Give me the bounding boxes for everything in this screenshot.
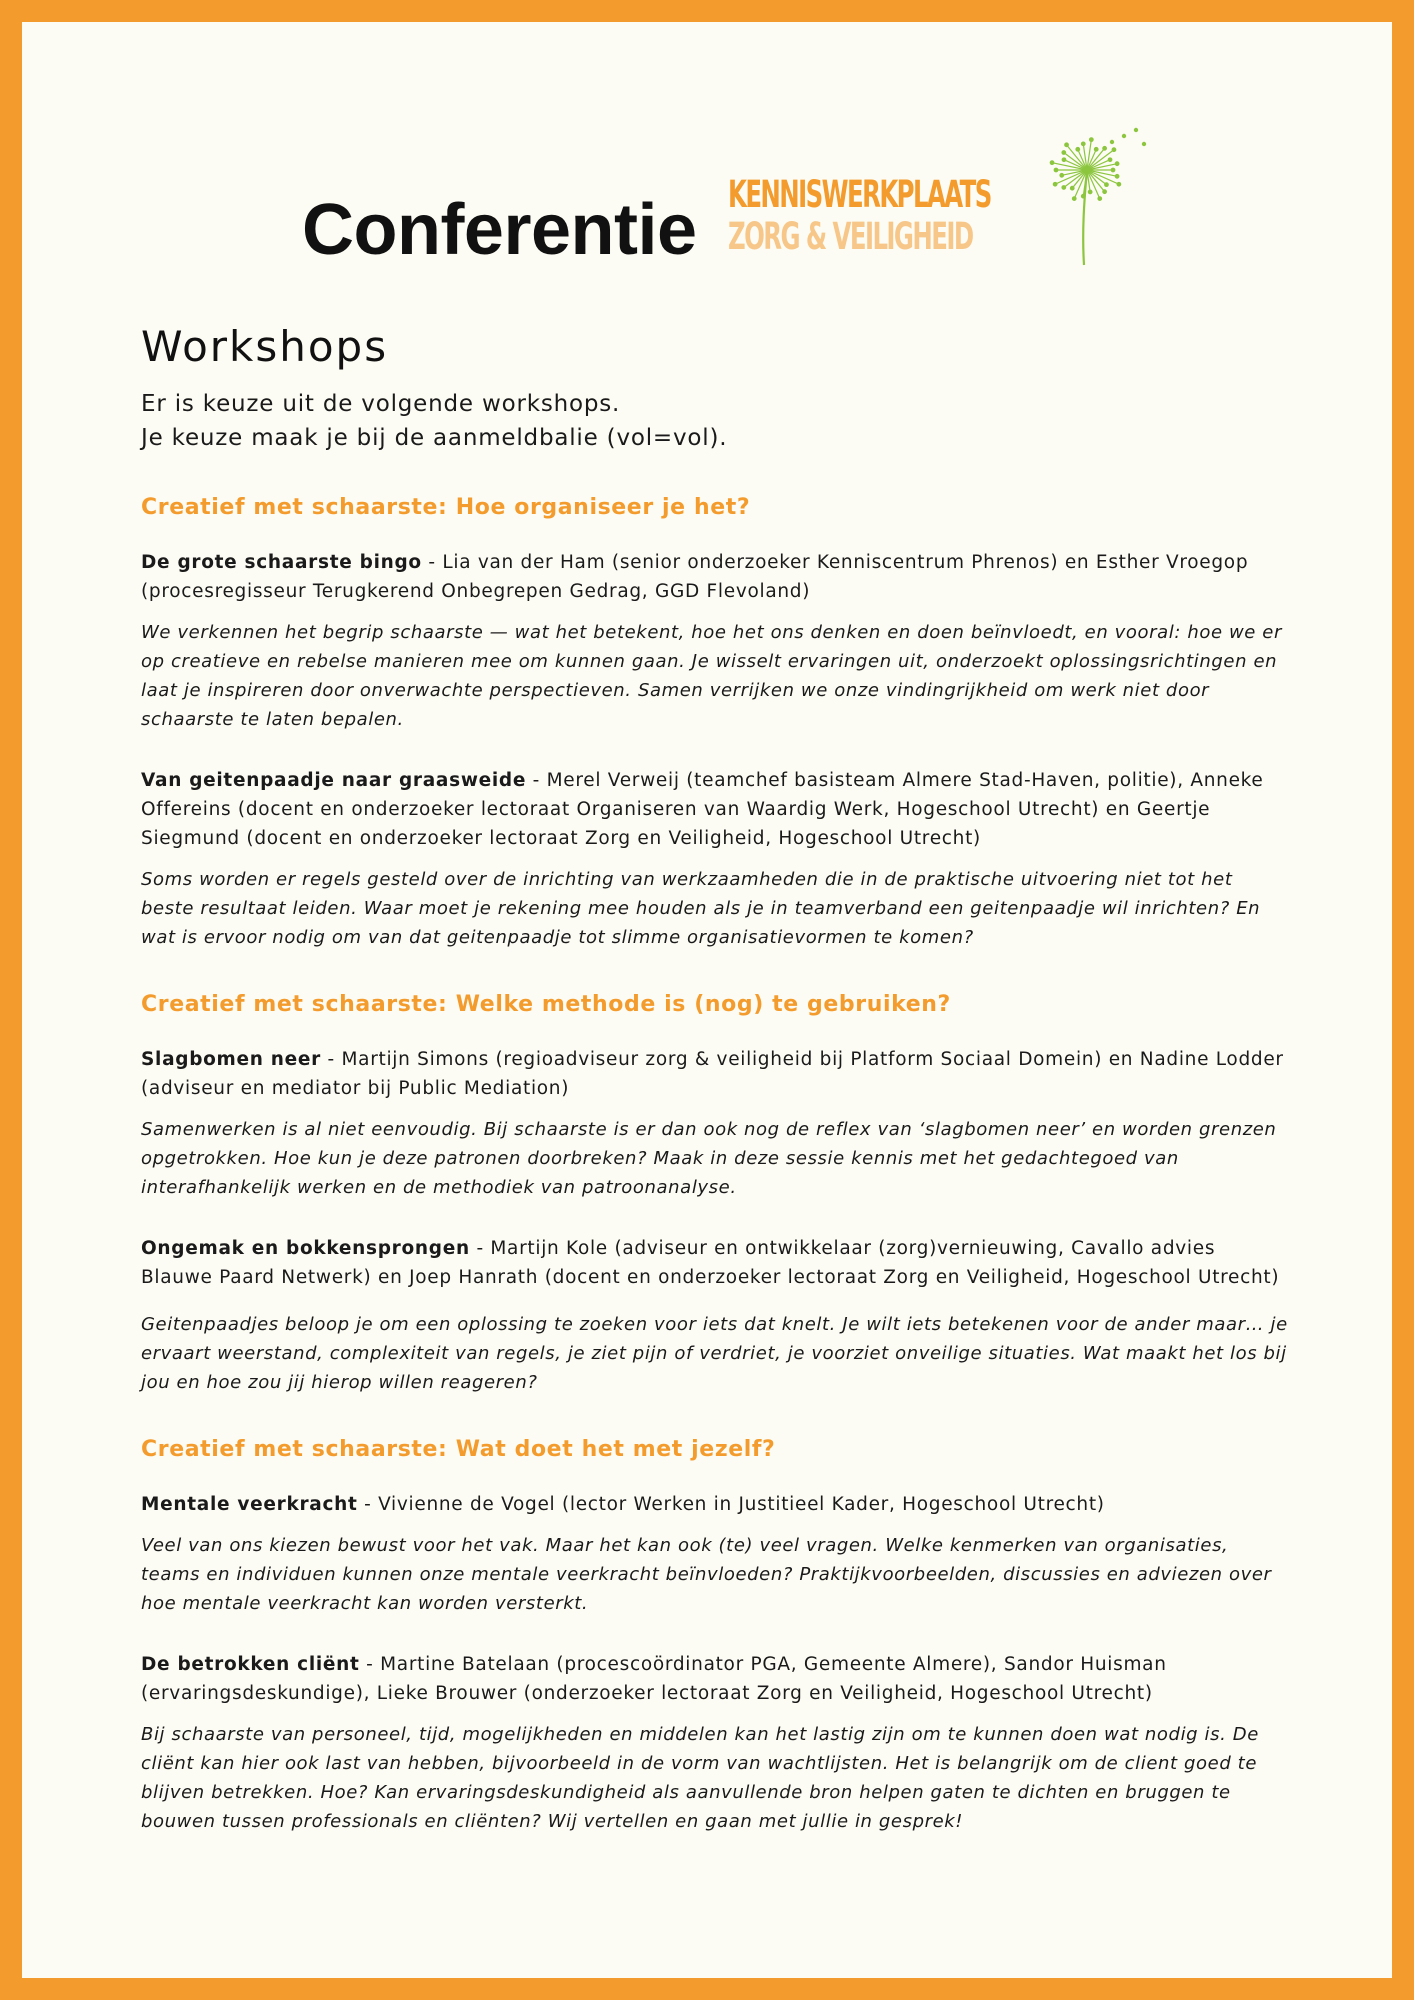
workshop-name: De grote schaarste bingo <box>141 552 422 573</box>
section-heading: Creatief met schaarste: Hoe organiseer je het? <box>141 495 751 520</box>
workshop-speakers: - Vivienne de Vogel (lector Werken in Justitieel Kader, Hogeschool Utrecht) <box>357 1494 1105 1515</box>
workshop-title <box>141 1650 1291 1708</box>
workshop-name: Van geitenpaadje naar graasweide <box>141 770 527 791</box>
workshop-description: Bij schaarste van personeel, tijd, mogelijkheden en middelen kan het lastig zijn om te kunnen doen wat nodig is. De cliënt kan hier ook last van hebben, bijvoorbeeld in de vorm van wachtlijsten. Het is belangrijk om de client goed te blijven betrekken. Hoe? Kan ervaringsdeskundigheid als aanvullende bron helpen gaten te dichten en bruggen te bouwen tussen professionals en cliënten? Wij vertellen en gaan met jullie in gesprek! <box>141 1724 1259 1832</box>
intro-line-1: Er is keuze uit de volgende workshops. <box>141 391 621 417</box>
workshop-description: We verkennen het begrip schaarste — wat het betekent, hoe het ons denken en doen beïnvloedt, en vooral: hoe we er op creatieve en rebelse manieren mee om kunnen gaan. Je wisselt ervaringen uit, onderzoekt oplossingsrichtingen en laat je inspireren door onverwachte perspectieven. Samen verrijken we onze vindingrijkheid om werk niet door schaarste te laten bepalen. <box>141 622 1282 730</box>
workshop-title <box>141 1234 1291 1292</box>
workshop-title <box>141 548 1291 606</box>
workshop-speakers: - Martine Batelaan (procescoördinator PGA, Gemeente Almere), Sandor Huisman (ervaringsdeskundige), Lieke Brouwer (onderzoeker lectoraat Zorg en Veiligheid, Hogeschool Utrecht) <box>141 1654 1167 1704</box>
intro-line-2: Je keuze maak je bij de aanmeldbalie (vol=vol). <box>141 425 728 451</box>
workshop-description: Geitenpaadjes beloop je om een oplossing te zoeken voor iets dat knelt. Je wilt iets betekenen voor de ander maar… je ervaart weerstand, complexiteit van regels, je ziet pijn of verdriet, je voorziet onveilige situaties. Wat maakt het los bij jou en hoe zou jij hierop willen reageren? <box>141 1314 1288 1393</box>
intro-text <box>141 387 1291 455</box>
workshop-description: Veel van ons kiezen bewust voor het vak. Maar het kan ook (te) veel vragen. Welke kenmerken van organisaties, teams en individuen kunnen onze mentale veerkracht beïnvloeden? Praktijkvoorbeelden, discussies en adviezen over hoe mentale veerkracht kan worden versterkt. <box>141 1535 1272 1614</box>
workshop-title <box>141 766 1291 853</box>
workshop-name: Slagbomen neer <box>141 1049 321 1070</box>
dandelion-icon <box>1032 122 1152 272</box>
workshop-description: Samenwerken is al niet eenvoudig. Bij schaarste is er dan ook nog de reflex van ‘slagbomen neer’ en worden grenzen opgetrokken. Hoe kun je deze patronen doorbreken? Maak in deze sessie kennis met het gedachtegoed van interafhankelijk werken en de methodiek van patroonanalyse. <box>141 1119 1277 1198</box>
workshop-speakers: - Merel Verweij (teamchef basisteam Almere Stad-Haven, politie), Anneke Offereins (docent en onderzoeker lectoraat Organiseren van Waardig Werk, Hogeschool Utrecht) en Geertje Siegmund (docent en onderzoeker lectoraat Zorg en Veiligheid, Hogeschool Utrecht) <box>141 770 1264 849</box>
workshop-description: Soms worden er regels gesteld over de inrichting van werkzaamheden die in de praktische uitvoering niet tot het beste resultaat leiden. Waar moet je rekening mee houden als je in teamverband een geitenpaadje wil inrichten? En wat is ervoor nodig om van dat geitenpaadje tot slimme organisatievormen te komen? <box>141 869 1261 948</box>
header <box>22 122 1392 272</box>
workshop-speakers: - Lia van der Ham (senior onderzoeker Kenniscentrum Phrenos) en Esther Vroegop (procesregisseur Terugkerend Onbegrepen Gedrag, GGD Flevoland) <box>141 552 1249 602</box>
section-heading: Creatief met schaarste: Welke methode is (nog) te gebruiken? <box>141 992 951 1017</box>
workshop-title <box>141 1490 1291 1519</box>
workshop-name: De betrokken cliënt <box>141 1654 360 1675</box>
workshop-name: Ongemak en bokkensprongen <box>141 1238 470 1259</box>
logo-text-line2: ZORG & VEILIGHEID <box>728 215 973 258</box>
workshop-title <box>141 1045 1291 1103</box>
main-content <box>141 322 1291 1836</box>
page-frame <box>22 22 1392 1978</box>
page-heading: Workshops <box>141 322 389 371</box>
workshop-speakers: - Martijn Kole (adviseur en ontwikkelaar (zorg)vernieuwing, Cavallo advies Blauwe Paard Netwerk) en Joep Hanrath (docent en onderzoeker lectoraat Zorg en Veiligheid, Hogeschool Utrecht) <box>141 1238 1280 1288</box>
logo-text-line1: KENNISWERKPLAATS <box>728 173 991 216</box>
conference-title: Conferentie <box>302 190 697 270</box>
section-heading: Creatief met schaarste: Wat doet het met jezelf? <box>141 1437 776 1462</box>
workshop-name: Mentale veerkracht <box>141 1494 358 1515</box>
workshop-speakers: - Martijn Simons (regioadviseur zorg & veiligheid bij Platform Sociaal Domein) en Nadine Lodder (adviseur en mediator bij Public Mediation) <box>141 1049 1284 1099</box>
